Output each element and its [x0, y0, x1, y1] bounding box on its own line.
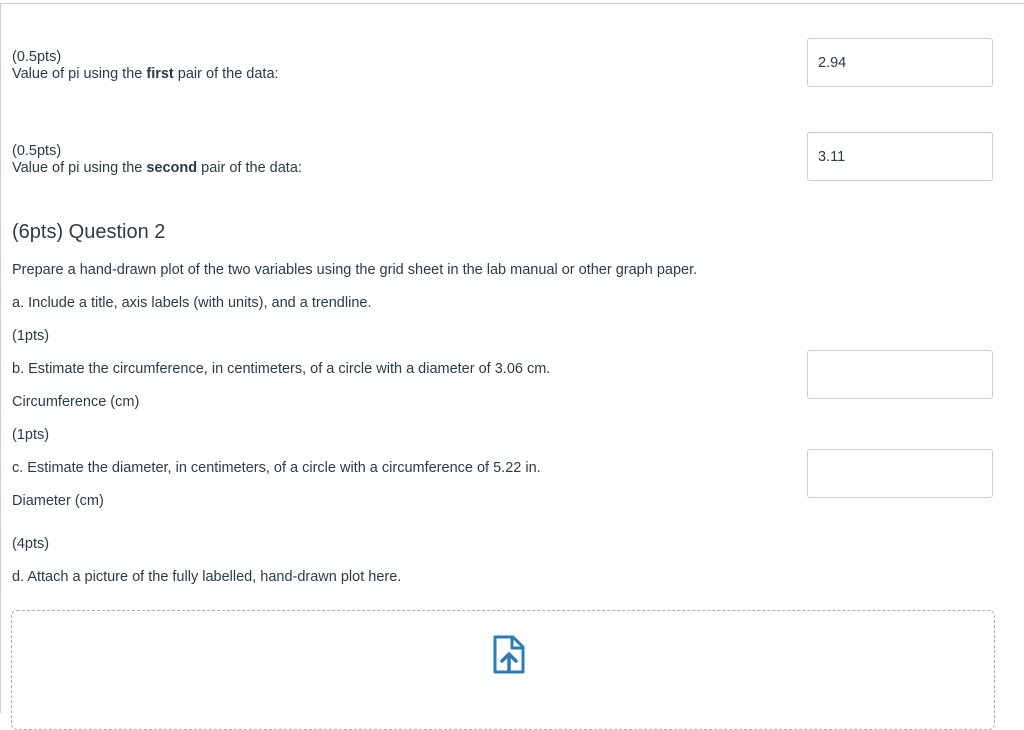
first-label-bold: first: [146, 66, 174, 82]
second-label-post: pair of the data:: [197, 160, 302, 176]
part-d-text: d. Attach a picture of the fully labelled, hand-drawn plot here.: [12, 569, 402, 585]
diameter-field[interactable]: [807, 449, 993, 498]
first-pi-label: [12, 66, 279, 83]
left-divider: [0, 3, 1, 713]
part-b-text: b. Estimate the circumference, in centimeters, of a circle with a diameter of 3.06 cm.: [12, 361, 551, 377]
first-pi-field[interactable]: [807, 38, 993, 87]
circumference-input[interactable]: [808, 351, 992, 398]
question-2-intro: Prepare a hand-drawn plot of the two variables using the grid sheet in the lab manual or other graph paper.: [12, 262, 698, 278]
diameter-input[interactable]: [808, 450, 992, 497]
part-c-text: c. Estimate the diameter, in centimeters, of a circle with a circumference of 5.22 in.: [12, 460, 541, 476]
part-c-points: (1pts): [12, 427, 50, 443]
second-label-pre: Value of pi using the: [12, 160, 147, 176]
part-a-text: a. Include a title, axis labels (with units), and a trendline.: [12, 295, 372, 311]
first-pi-input[interactable]: [808, 39, 992, 86]
top-divider: [0, 3, 1024, 4]
second-pi-field[interactable]: [807, 132, 993, 181]
first-label-pre: Value of pi using the: [12, 66, 147, 82]
part-d-points: (4pts): [12, 536, 50, 552]
question-2-title: (6pts) Question 2: [12, 221, 166, 243]
first-points: (0.5pts): [12, 49, 62, 65]
file-upload-icon[interactable]: [491, 634, 527, 676]
second-label-bold: second: [146, 160, 198, 176]
circumference-label: Circumference (cm): [12, 394, 140, 410]
first-label-post: pair of the data:: [173, 66, 279, 82]
second-pi-input[interactable]: [808, 133, 992, 180]
circumference-field[interactable]: [807, 350, 993, 399]
second-pi-label: [12, 160, 302, 177]
part-b-points: (1pts): [12, 328, 50, 344]
second-points: (0.5pts): [12, 143, 62, 159]
diameter-label: Diameter (cm): [12, 493, 104, 509]
